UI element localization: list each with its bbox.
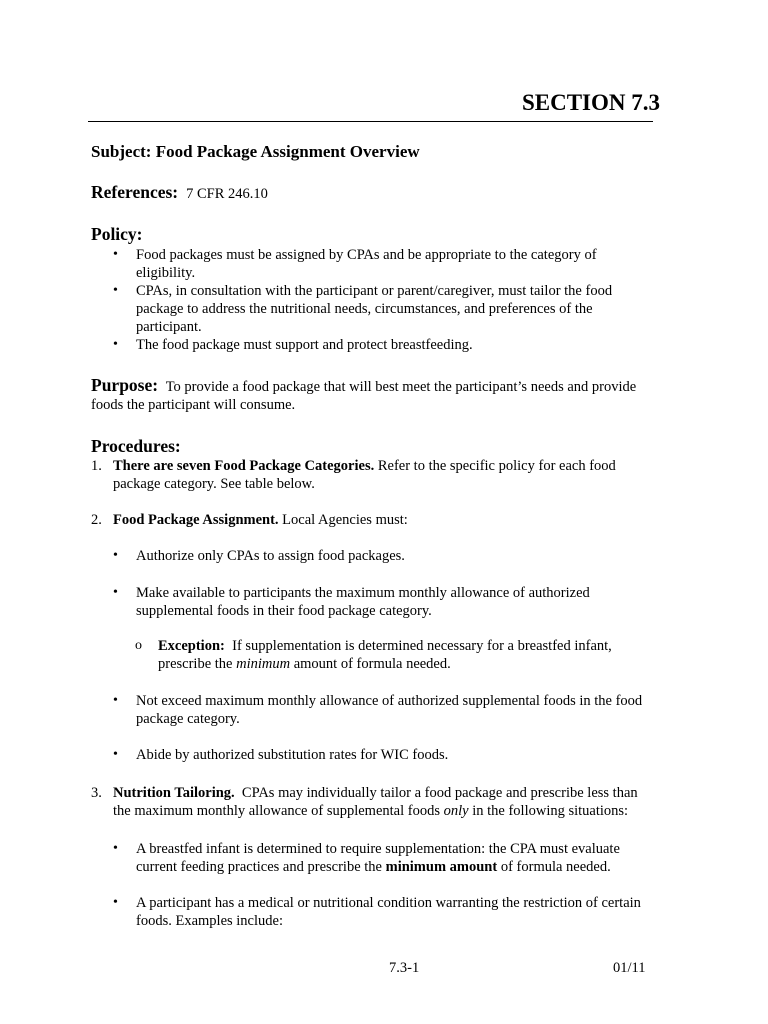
item-line: foods. Examples include: — [136, 913, 283, 929]
section-title: SECTION 7.3 — [521, 90, 660, 115]
bullet-dot: • — [113, 247, 118, 262]
purpose-line: foods the participant will consume. — [91, 397, 296, 413]
procedures-heading: Procedures: — [91, 436, 181, 456]
item-text: CPAs may individually tailor a food package and prescribe less than — [234, 785, 638, 801]
policy-item-line: eligibility. — [136, 265, 196, 281]
bullet-dot: • — [113, 841, 118, 856]
exception-text: prescribe the — [158, 656, 237, 672]
item-bullet — [136, 584, 590, 620]
revision-date: 01/11 — [613, 960, 646, 976]
item-line: Authorize only CPAs to assign food packages. — [136, 548, 405, 564]
bullet-dot: • — [113, 747, 118, 762]
item-line — [113, 457, 616, 475]
item-text: the maximum monthly allowance of supplemental foods — [113, 803, 444, 819]
policy-item — [136, 246, 597, 282]
exception-note — [158, 637, 612, 673]
purpose-line — [91, 376, 681, 396]
bullet-dot: • — [113, 548, 118, 563]
bullet-dot: • — [113, 693, 118, 708]
policy-item-line: CPAs, in consultation with the participant or parent/caregiver, must tailor the food — [136, 283, 613, 299]
item-number: 2. — [91, 512, 102, 528]
exception-line — [158, 655, 612, 673]
item-bold-title: Food Package Assignment. — [113, 512, 279, 528]
item-body — [113, 784, 638, 820]
item-emphasis: only — [443, 803, 469, 819]
item-number: 3. — [91, 785, 102, 801]
procedure-item-3 — [91, 784, 681, 934]
item-line: Abide by authorized substitution rates for WIC foods. — [136, 747, 449, 763]
procedure-item-1 — [91, 457, 681, 497]
bullet-dot: • — [113, 585, 118, 600]
policy-item-line: package to address the nutritional needs, circumstances, and preferences of the — [136, 301, 593, 317]
item-line: package category. See table below. — [113, 476, 315, 492]
policy-item — [136, 282, 612, 336]
page-number: 7.3-1 — [389, 960, 420, 976]
exception-text: If supplementation is determined necessary for a breastfed infant, — [224, 638, 612, 654]
item-line — [136, 858, 620, 876]
item-text: in the following situations: — [468, 803, 629, 819]
references-text: 7 CFR 246.10 — [186, 186, 268, 202]
policy-heading: Policy: — [91, 224, 143, 244]
item-line: Make available to participants the maximum monthly allowance of authorized — [136, 585, 590, 601]
item-bold-title: Nutrition Tailoring. — [113, 785, 235, 801]
procedure-item-2 — [91, 511, 681, 766]
purpose-text: To provide a food package that will best meet the participant’s needs and provide — [165, 379, 637, 395]
item-body — [113, 457, 616, 493]
references-label: References: — [91, 182, 179, 202]
references-line — [91, 182, 268, 203]
policy-item — [136, 336, 473, 354]
header-rule — [88, 121, 653, 122]
subject-line — [91, 142, 420, 162]
exception-marker: o — [135, 638, 142, 653]
item-bullet — [136, 894, 641, 930]
item-text: current feeding practices and prescribe the — [136, 859, 386, 875]
item-line: Not exceed maximum monthly allowance of authorized supplemental foods in the food — [136, 693, 643, 709]
policy-item-line: The food package must support and protect breastfeeding. — [136, 337, 473, 353]
item-text: Refer to the specific policy for each food — [374, 458, 616, 474]
policy-item-line: Food packages must be assigned by CPAs and be appropriate to the category of — [136, 247, 597, 263]
item-line — [113, 511, 408, 529]
bullet-dot: • — [113, 337, 118, 352]
subject-label: Subject: — [91, 142, 152, 161]
exception-label: Exception: — [158, 638, 225, 654]
item-bold-title: There are seven Food Package Categories. — [113, 458, 375, 474]
purpose-paragraph — [91, 376, 681, 414]
item-number: 1. — [91, 458, 102, 474]
item-line: package category. — [136, 711, 240, 727]
item-line: A breastfed infant is determined to require supplementation: the CPA must evaluate — [136, 841, 620, 857]
item-bullet — [136, 840, 620, 876]
item-line — [113, 802, 638, 820]
item-text: of formula needed. — [497, 859, 611, 875]
exception-text: amount of formula needed. — [290, 656, 451, 672]
policy-list — [91, 245, 671, 360]
item-line: supplemental foods in their food package category. — [136, 603, 432, 619]
exception-emphasis: minimum — [236, 656, 291, 672]
item-line: A participant has a medical or nutritional condition warranting the restriction of certain — [136, 895, 641, 911]
subject-text: Food Package Assignment Overview — [155, 142, 420, 161]
bullet-dot: • — [113, 895, 118, 910]
item-text: Local Agencies must: — [278, 512, 408, 528]
item-bullet — [136, 692, 642, 728]
policy-item-line: participant. — [136, 319, 202, 335]
exception-line — [158, 637, 612, 655]
purpose-heading: Purpose: — [91, 375, 159, 395]
bullet-dot: • — [113, 283, 118, 298]
item-line — [113, 784, 638, 802]
item-bold-emphasis: minimum amount — [385, 859, 498, 875]
